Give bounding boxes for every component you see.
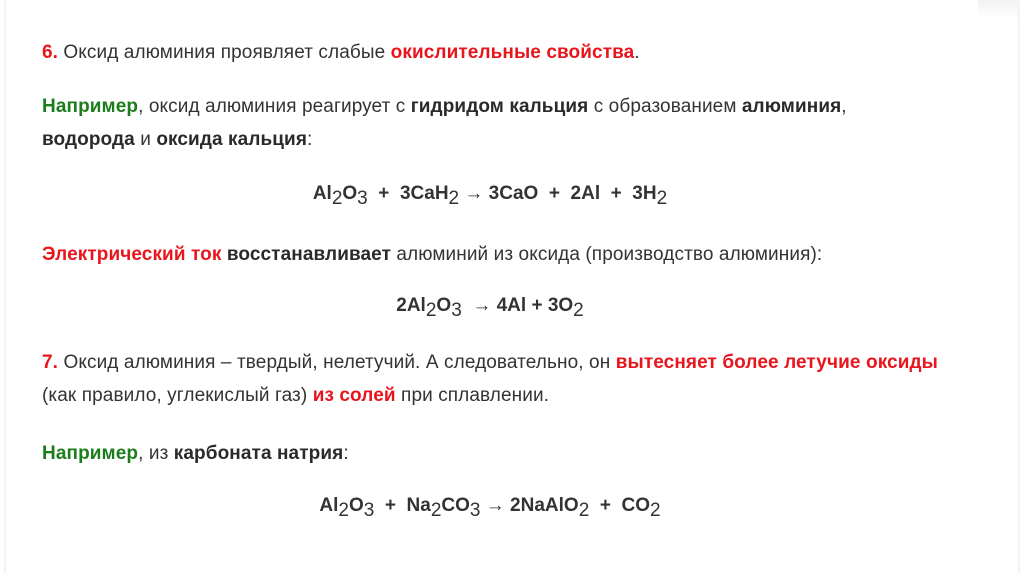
bold-term: водорода (42, 129, 135, 150)
eq-part: O (436, 295, 452, 316)
highlight: окислительные свойства (390, 42, 635, 63)
eq-subscript: 3 (451, 300, 462, 321)
eq-subscript: 3 (469, 500, 481, 521)
text: и (134, 129, 157, 150)
highlight: из солей (312, 385, 396, 406)
eq-subscript: 2 (430, 500, 442, 521)
text: . (634, 42, 640, 63)
text: , оксид алюминия реагирует с (138, 96, 411, 117)
slide-frame (6, 0, 1018, 574)
eq-part: → 4Al + 3O (461, 295, 574, 316)
eq-subscript: 2 (573, 300, 584, 321)
text: с образованием (588, 96, 742, 117)
text: алюминий из оксида (производство алюминия): (391, 244, 823, 265)
example-lead: Например (42, 96, 139, 117)
bold-term: восстанавливает (226, 244, 391, 265)
bold-term: карбоната натрия (173, 443, 344, 464)
equation-1 (42, 183, 938, 209)
eq-subscript: 2 (656, 188, 668, 209)
eq-part: → 2NaAlO (480, 495, 579, 516)
text: : (343, 443, 349, 464)
text: Оксид алюминия проявляет слабые (58, 42, 391, 63)
slide-corner-shadow (978, 0, 1018, 18)
text: : (307, 129, 313, 150)
highlight: вытесняет более летучие оксиды (615, 352, 938, 373)
eq-part: → 3CaO + 2Al + 3H (459, 183, 657, 204)
electrolysis-paragraph (42, 238, 822, 271)
bold-term: оксида кальция (156, 129, 308, 150)
eq-part: + Na (374, 495, 431, 516)
text: , из (138, 443, 174, 464)
eq-part: + 3CaH (367, 183, 449, 204)
eq-part: O (348, 495, 364, 516)
paragraph-7 (42, 346, 938, 412)
eq-subscript: 3 (363, 500, 375, 521)
eq-part: CO (441, 495, 470, 516)
item-number: 6. (42, 42, 59, 63)
item-number: 7. (42, 352, 59, 373)
bold-term: гидридом кальция (410, 96, 589, 117)
example-paragraph-1 (42, 90, 938, 156)
eq-subscript: 2 (425, 300, 437, 321)
equation-3 (42, 495, 938, 521)
eq-subscript: 2 (331, 188, 343, 209)
highlight: Электрический ток (42, 244, 222, 265)
eq-subscript: 2 (338, 500, 349, 521)
eq-subscript: 3 (357, 188, 368, 209)
equation-2 (42, 295, 938, 321)
eq-part: Al (312, 183, 332, 204)
text: , (841, 96, 847, 117)
eq-part: Al (319, 495, 339, 516)
text: при сплавлении. (395, 385, 550, 406)
paragraph-6 (42, 36, 640, 69)
eq-subscript: 2 (448, 188, 460, 209)
eq-subscript: 2 (578, 500, 590, 521)
bold-term: алюминия (741, 96, 842, 117)
eq-part: + CO (589, 495, 650, 516)
text: (как правило, углекислый газ) (42, 385, 313, 406)
eq-part: 2Al (396, 295, 426, 316)
text: Оксид алюминия – твердый, нелетучий. А следовательно, он (58, 352, 616, 373)
example-paragraph-2 (42, 437, 349, 470)
example-lead: Например (42, 443, 139, 464)
eq-part: O (342, 183, 358, 204)
eq-subscript: 2 (650, 500, 661, 521)
